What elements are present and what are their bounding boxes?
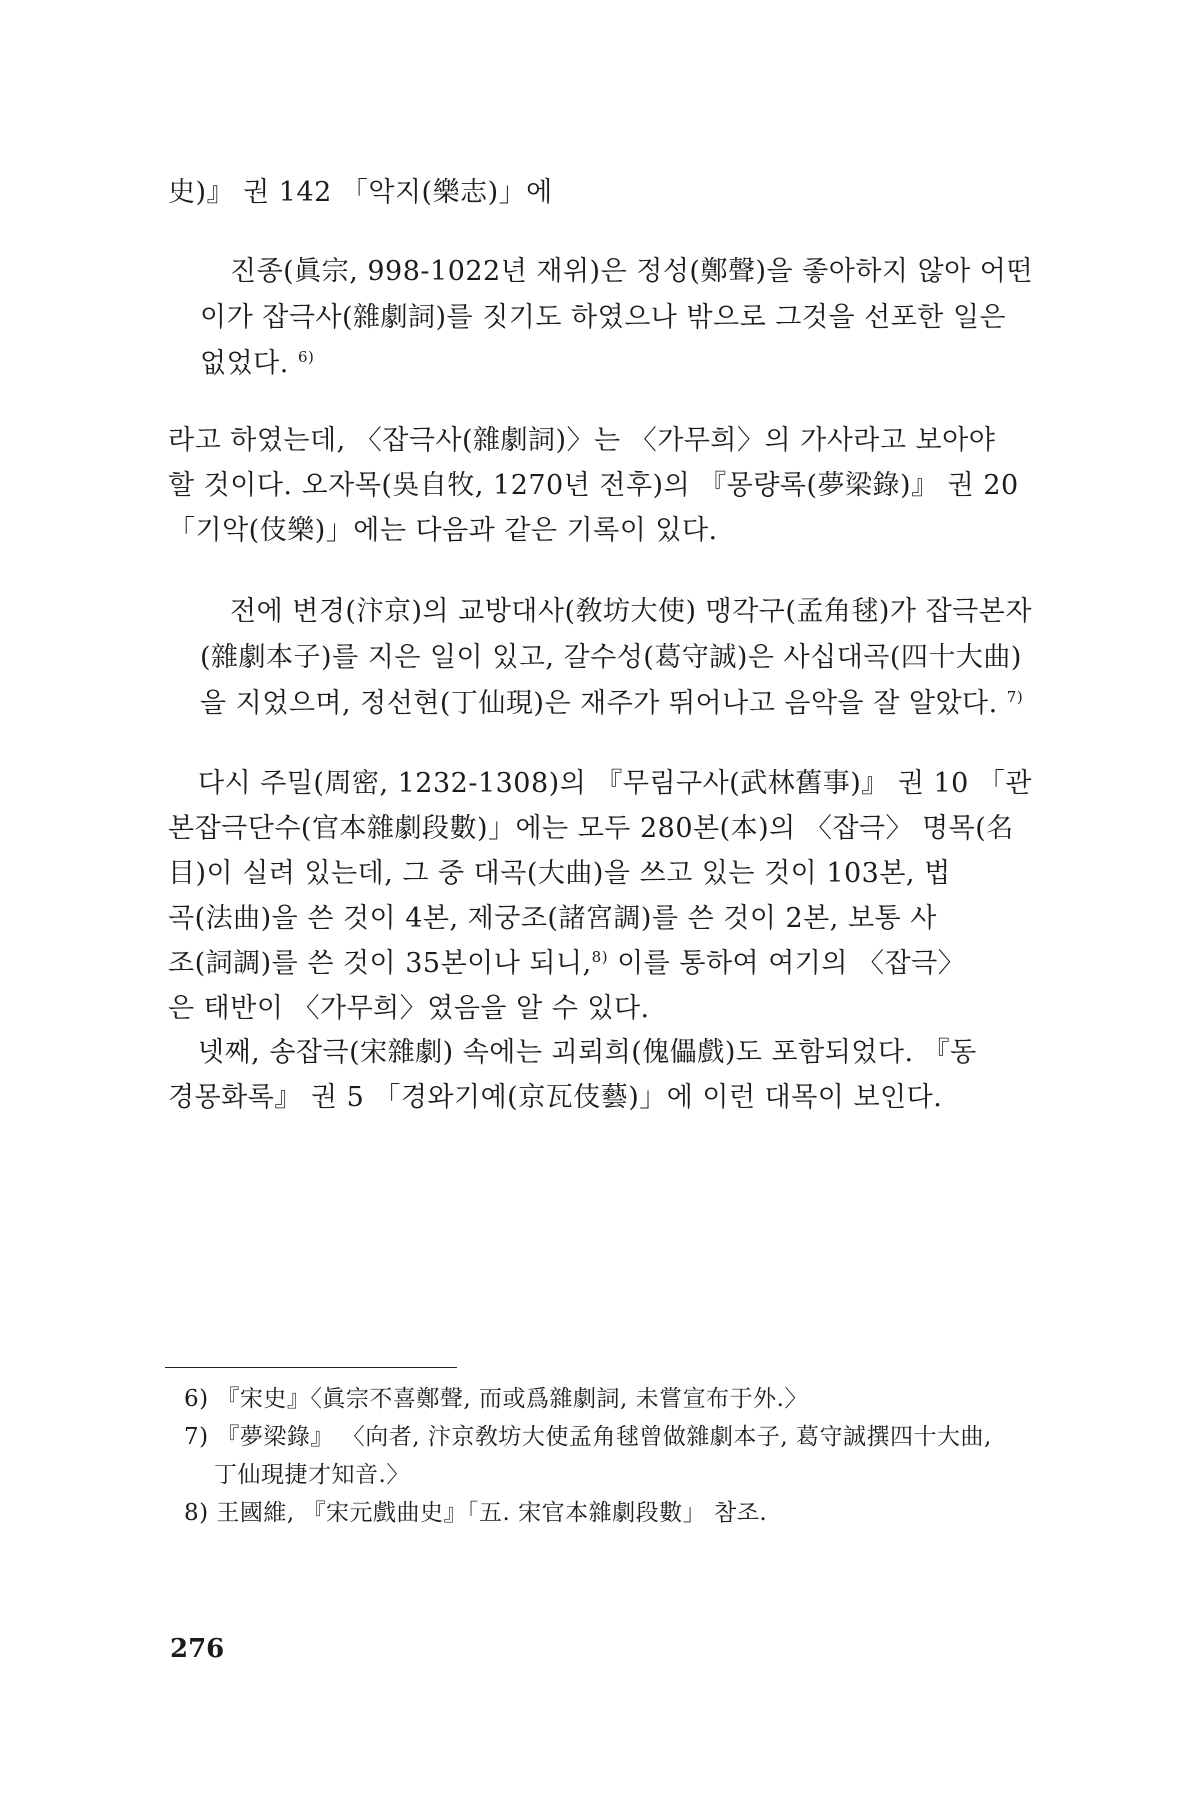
text-line: 은 태반이 〈가무희〉였음을 알 수 있다. — [168, 993, 650, 1024]
text-segment: 을 지었으며, 정선현(丁仙現)은 재주가 뛰어나고 음악을 잘 알았다. — [200, 688, 998, 719]
footnote-7-continued: 丁仙現捷才知音.〉 — [214, 1462, 410, 1488]
paragraph-3 — [168, 1030, 1048, 1120]
footnote-divider — [165, 1367, 457, 1368]
text-line: 본잡극단수(官本雜劇段數)」에는 모두 280본(本)의 〈잡극〉 명목(名 — [168, 813, 1014, 844]
text-line — [168, 941, 1048, 986]
text-line: (雜劇本子)를 지은 일이 있고, 갈수성(葛守誠)은 사십대곡(四十大曲) — [200, 642, 1022, 673]
footnotes — [184, 1380, 1054, 1532]
text-line: 史)』 권 142 「악지(樂志)」에 — [168, 177, 553, 208]
footnote-ref-8: 8) — [591, 948, 609, 966]
intro-line — [168, 170, 1048, 215]
text-line: 「기악(伎樂)」에는 다음과 같은 기록이 있다. — [168, 515, 718, 546]
paragraph-2 — [168, 761, 1048, 1031]
text-line: 경몽화록』 권 5 「경와기예(京瓦伎藝)」에 이런 대목이 보인다. — [168, 1082, 943, 1113]
footnote-6: 6) 『宋史』〈眞宗不喜鄭聲, 而或爲雜劇詞, 未嘗宣布于外.〉 — [184, 1386, 808, 1412]
footnote-ref-7: 7) — [1006, 688, 1024, 706]
footnote-7: 7) 『夢梁錄』 〈向者, 汴京敎坊大使孟角毬曾做雜劇本子, 葛守誠撰四十大曲, — [184, 1424, 992, 1450]
text-segment: 없었다. — [200, 348, 289, 379]
text-line: 넷째, 송잡극(宋雜劇) 속에는 괴뢰희(傀儡戲)도 포함되었다. 『동 — [198, 1037, 977, 1068]
block-quote-2 — [200, 589, 1060, 727]
text-line: 진종(眞宗, 998-1022년 재위)은 정성(鄭聲)을 좋아하지 않아 어떤 — [230, 256, 1033, 287]
text-line — [200, 681, 1060, 727]
page-number: 276 — [170, 1634, 225, 1664]
text-line: 目)이 실려 있는데, 그 중 대곡(大曲)을 쓰고 있는 것이 103본, 법 — [168, 858, 951, 889]
footnote-8: 8) 王國維, 『宋元戲曲史』「五. 宋官本雜劇段數」 참조. — [184, 1500, 768, 1526]
text-line: 전에 변경(汴京)의 교방대사(敎坊大使) 맹각구(孟角毬)가 잡극본자 — [230, 596, 1032, 627]
text-line: 라고 하였는데, 〈잡극사(雜劇詞)〉는 〈가무희〉의 가사라고 보아야 — [168, 425, 996, 456]
footnote-ref-6: 6) — [297, 348, 315, 366]
text-line: 다시 주밀(周密, 1232-1308)의 『무림구사(武林舊事)』 권 10 「관 — [198, 768, 1033, 799]
text-segment: 이를 통하여 여기의 〈잡극〉 — [608, 948, 966, 979]
text-line — [200, 341, 1060, 387]
block-quote-1 — [200, 249, 1060, 387]
text-segment: 조(詞調)를 쓴 것이 35본이나 되니, — [168, 948, 592, 979]
text-line: 곡(法曲)을 쓴 것이 4본, 제궁조(諸宮調)를 쓴 것이 2본, 보통 사 — [168, 903, 937, 934]
text-line: 할 것이다. 오자목(吳自牧, 1270년 전후)의 『몽량록(夢梁錄)』 권 20 — [168, 470, 1019, 501]
paragraph-1 — [168, 418, 1048, 553]
text-line: 이가 잡극사(雜劇詞)를 짓기도 하였으나 밖으로 그것을 선포한 일은 — [200, 302, 1007, 333]
